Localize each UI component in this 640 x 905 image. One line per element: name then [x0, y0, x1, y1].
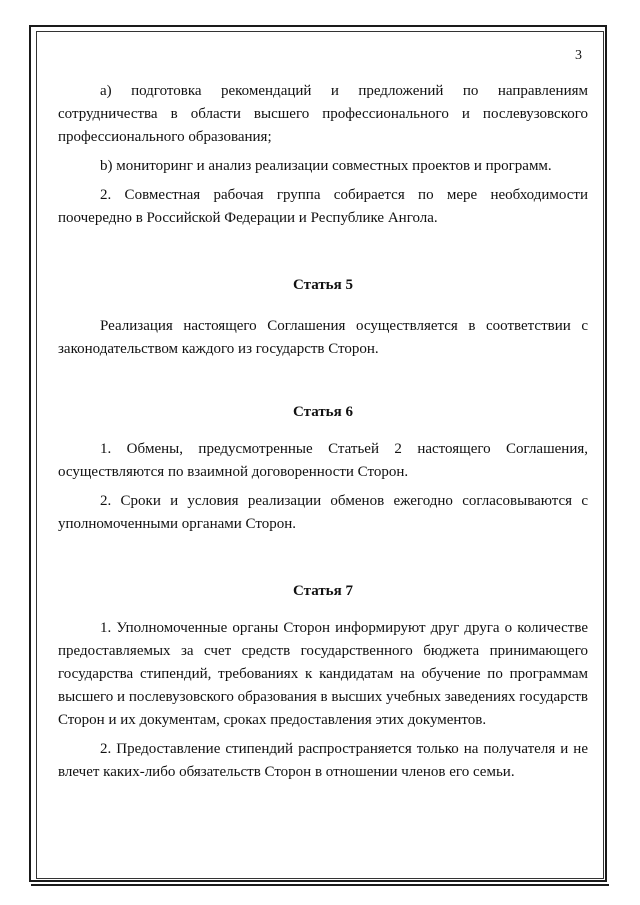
- article-6-paragraph-1: 1. Обмены, предусмотренные Статьей 2 настоящего Соглашения, осуществляются по взаимной договоренности Сторон.: [58, 441, 588, 480]
- paragraph-2: 2. Совместная рабочая группа собирается по мере необходимости поочередно в Российской Федерации и Республике Ангола.: [58, 187, 588, 226]
- paragraph-a: а) подготовка рекомендаций и предложений по направлениям сотрудничества в области высшего профессионального и послевузовского профессионального образования;: [58, 83, 588, 145]
- document-body: [58, 44, 588, 784]
- paragraph-b: b) мониторинг и анализ реализации совместных проектов и программ.: [100, 158, 552, 174]
- article-7-paragraph-2: 2. Предоставление стипендий распространяется только на получателя и не влечет каких-либо обязательств Сторон в отношении членов его семьи.: [58, 741, 588, 780]
- article-7-paragraph-1: 1. Уполномоченные органы Сторон информируют друг друга о количестве предоставляемых за счет средств государственного бюджета принимающего государства стипендий, требованиях к кандидатам на обучение по программам высшего и послевузовского образования в высших учебных заведениях государств Сторон и их документам, сроках предоставления этих документов.: [58, 620, 588, 728]
- article-5-heading: Статья 5: [293, 277, 353, 293]
- page-border-bottom: [31, 884, 609, 886]
- article-6-paragraph-2: 2. Сроки и условия реализации обменов ежегодно согласовываются с уполномоченными органами Сторон.: [58, 493, 588, 532]
- article-6-heading: Статья 6: [293, 404, 353, 420]
- page-number: 3: [575, 48, 582, 63]
- article-5-paragraph: Реализация настоящего Соглашения осуществляется в соответствии с законодательством каждого из государств Сторон.: [58, 318, 588, 357]
- article-7-heading: Статья 7: [293, 583, 353, 599]
